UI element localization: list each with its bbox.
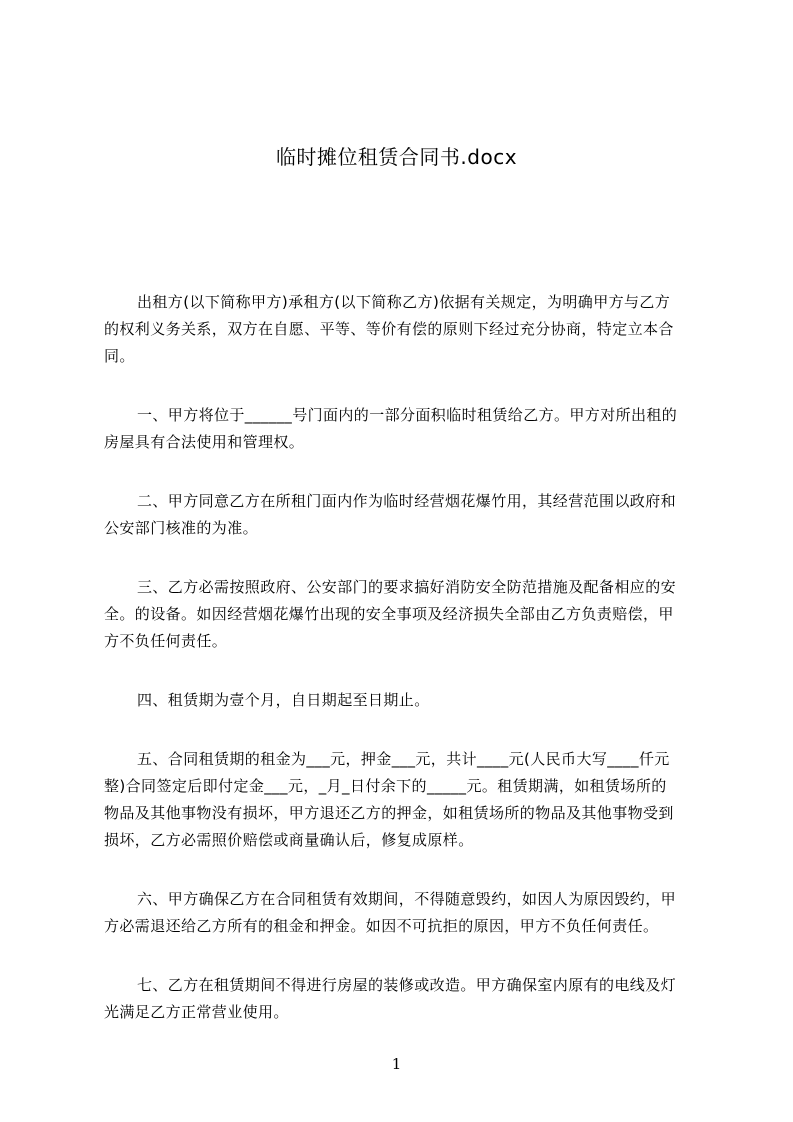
document-body — [104, 289, 700, 1058]
paragraph-preamble — [104, 289, 700, 370]
paragraph-line: 五、合同租赁期的租金为___元，押金___元，共计____元(人民币大写____仟元 — [137, 750, 670, 768]
paragraph-line: 二、甲方同意乙方在所租门面内作为临时经营烟花爆竹用，其经营范围以政府和 — [137, 492, 677, 510]
paragraph-line: 方必需退还给乙方所有的租金和押金。如因不可抗拒的原因，甲方不负任何责任。 — [104, 917, 659, 935]
paragraph-line: 四、租赁期为壹个月，自日期起至日期止。 — [137, 691, 430, 709]
paragraph-line: 同。 — [104, 347, 135, 365]
paragraph-line: 损坏，乙方必需照价赔偿或商量确认后，修复成原样。 — [104, 831, 474, 849]
paragraph-line: 一、甲方将位于______号门面内的一部分面积临时租赁给乙方。甲方对所出租的 — [137, 406, 678, 424]
paragraph-line: 物品及其他事物没有损坏，甲方退还乙方的押金，如租赁场所的物品及其他事物受到 — [104, 804, 674, 822]
paragraph-line: 光满足乙方正常营业使用。 — [104, 1003, 289, 1021]
page-number: 1 — [391, 1055, 402, 1073]
paragraph-line: 公安部门核准的为准。 — [104, 519, 259, 537]
clause-1 — [104, 402, 700, 456]
document-title: 临时摊位租赁合同书.docx — [275, 145, 518, 169]
clause-7 — [104, 972, 700, 1026]
paragraph-line: 方不负任何责任。 — [104, 632, 228, 650]
paragraph-line: 房屋具有合法使用和管理权。 — [104, 433, 305, 451]
clause-4 — [104, 687, 700, 714]
clause-2 — [104, 488, 700, 542]
paragraph-line: 三、乙方必需按照政府、公安部门的要求搞好消防安全防范措施及配备相应的安 — [137, 578, 677, 596]
paragraph-line: 全。的设备。如因经营烟花爆竹出现的安全事项及经济损失全部由乙方负责赔偿，甲 — [104, 605, 674, 623]
paragraph-line: 的权利义务关系，双方在自愿、平等、等价有偿的原则下经过充分协商，特定立本合 — [104, 320, 674, 338]
clause-5 — [104, 746, 700, 854]
clause-3 — [104, 574, 700, 655]
paragraph-line: 整)合同签定后即付定金___元，_月_日付余下的_____元。租赁期满，如租赁场所的 — [104, 777, 667, 795]
paragraph-line: 出租方(以下简称甲方)承租方(以下简称乙方)依据有关规定，为明确甲方与乙方 — [137, 293, 671, 311]
paragraph-line: 六、甲方确保乙方在合同租赁有效期间，不得随意毁约，如因人为原因毁约，甲 — [137, 890, 677, 908]
clause-6 — [104, 886, 700, 940]
paragraph-line: 七、乙方在租赁期间不得进行房屋的装修或改造。甲方确保室内原有的电线及灯 — [137, 976, 677, 994]
